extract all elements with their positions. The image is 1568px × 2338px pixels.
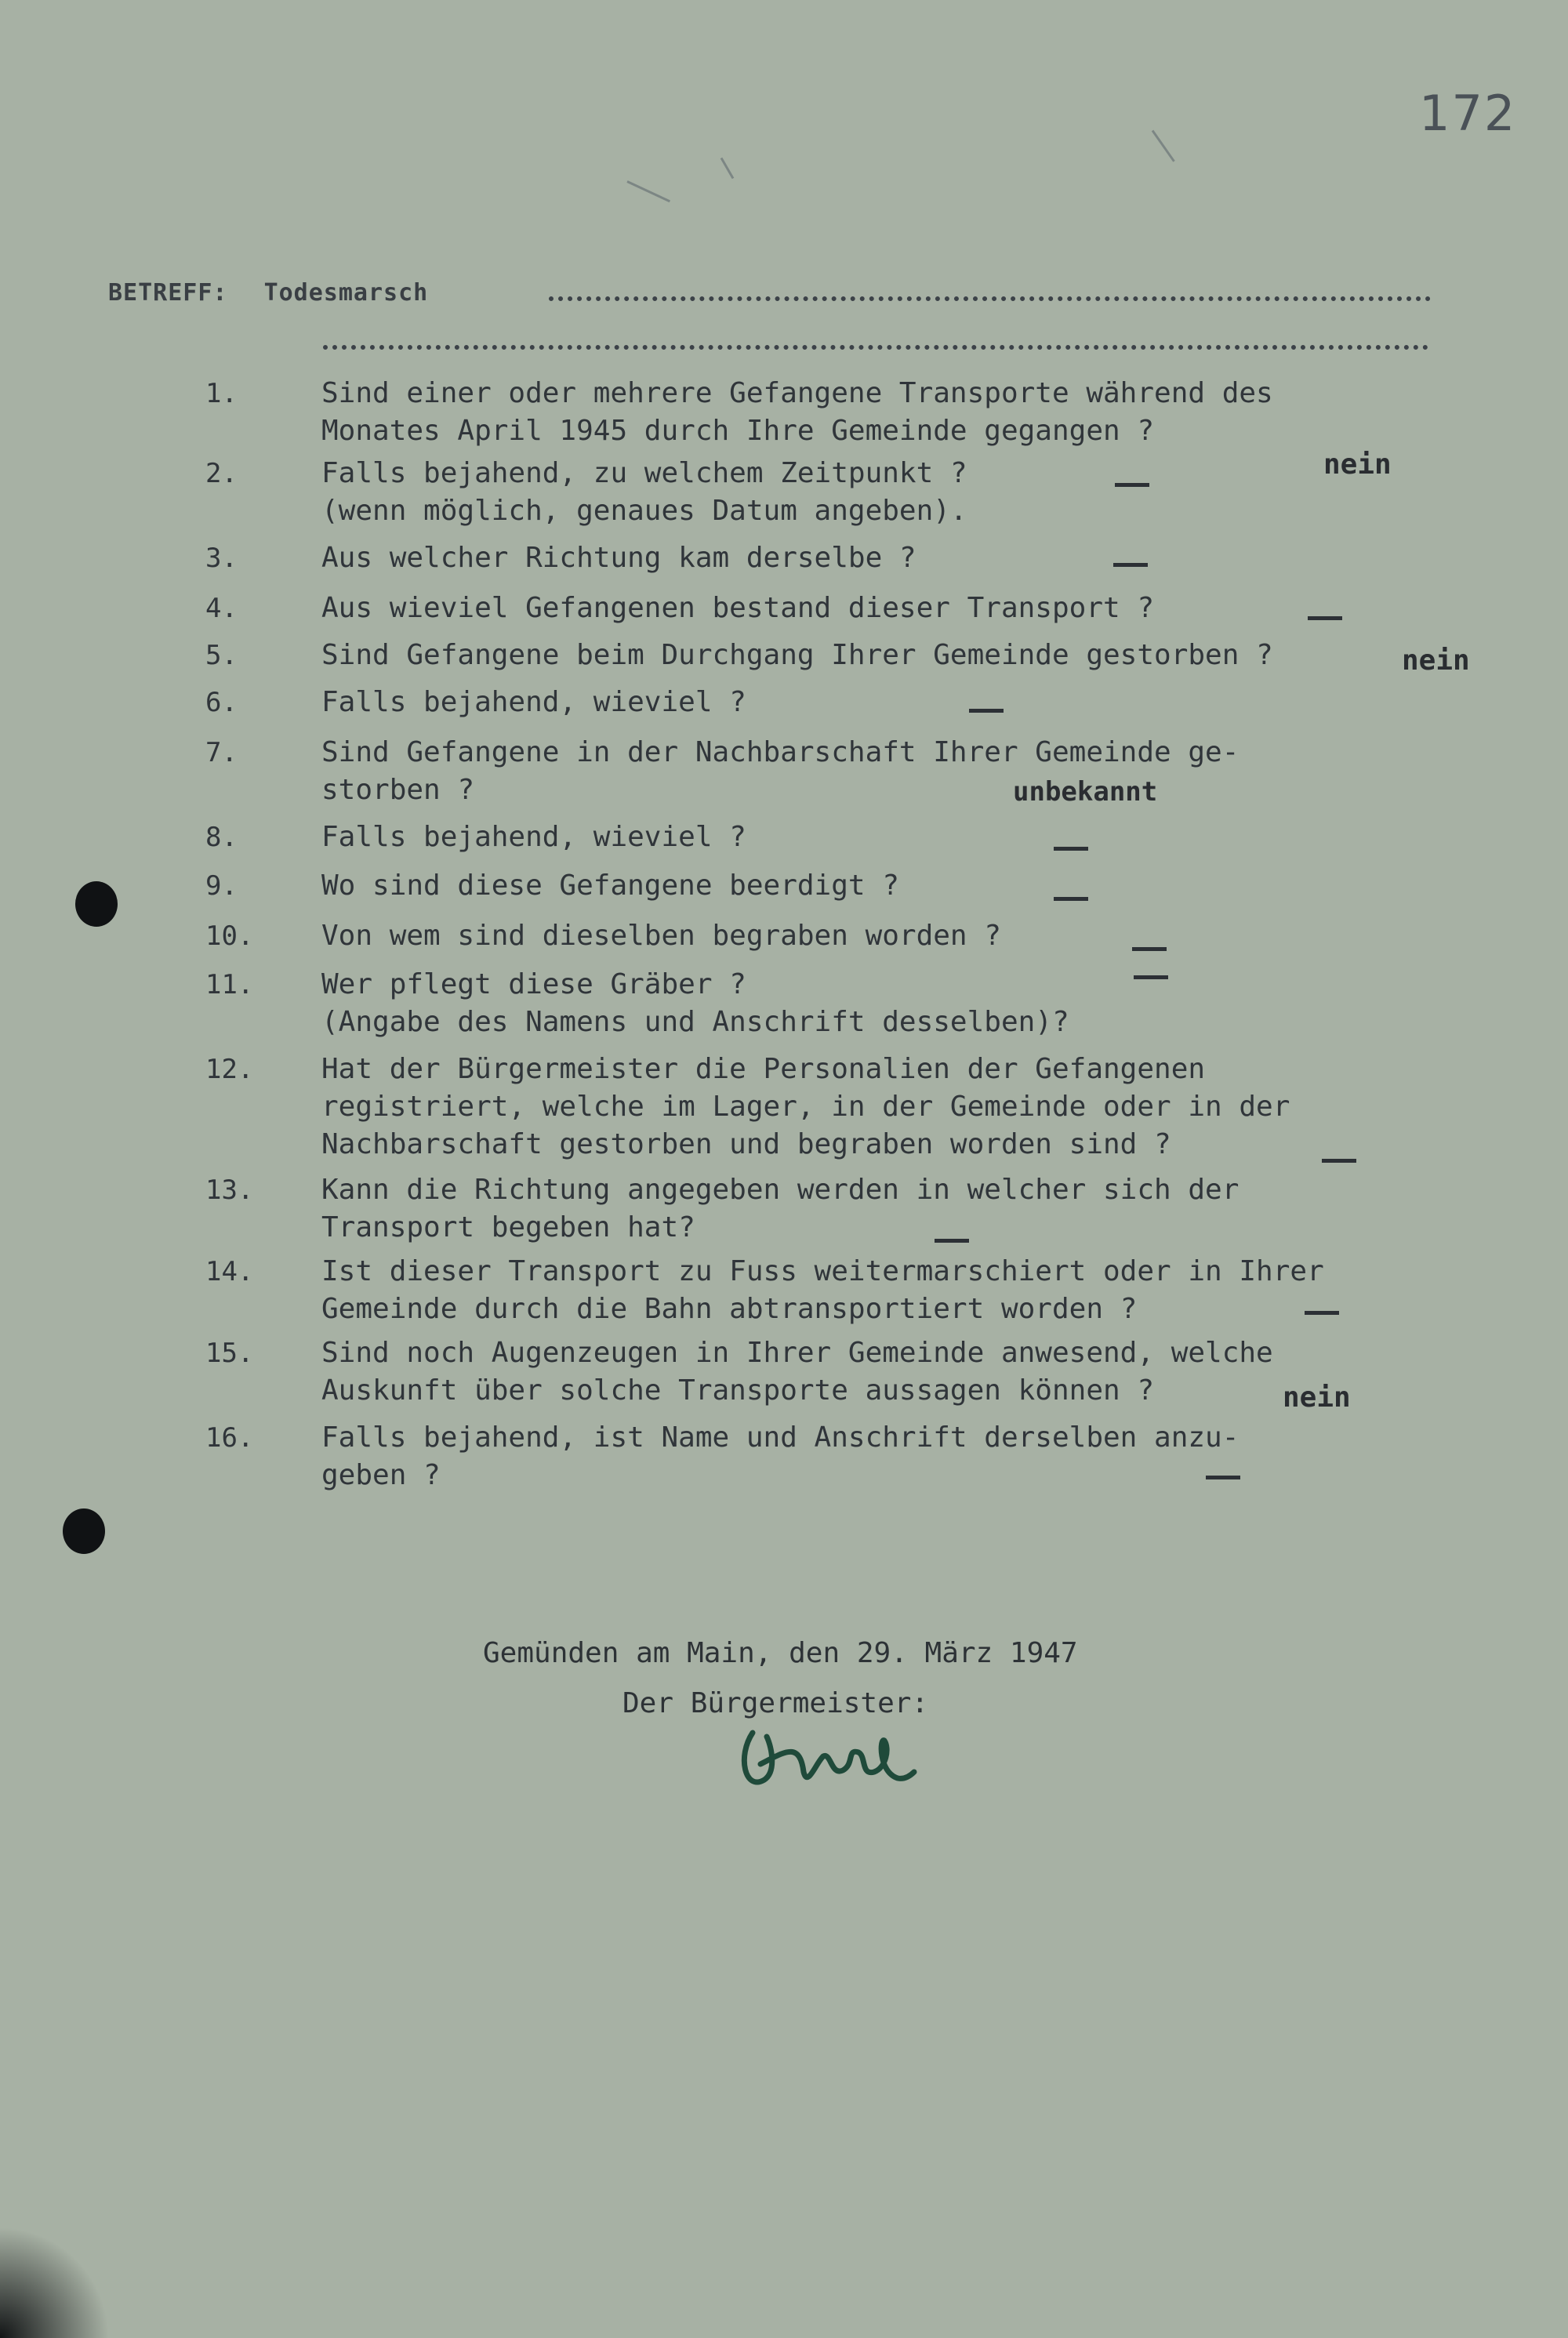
punch-hole-top — [75, 881, 118, 927]
answer-q15: nein — [1283, 1381, 1351, 1414]
signatory-title: Der Bürgermeister: — [622, 1687, 929, 1719]
answer-dash-q10 — [1132, 947, 1167, 951]
question-number: 13. — [205, 1174, 254, 1206]
question-6 — [205, 684, 1491, 723]
question-number: 11. — [205, 969, 254, 1000]
subject-dotted-line-2 — [323, 345, 1428, 350]
stray-mark — [1152, 130, 1175, 162]
question-10 — [205, 917, 1491, 957]
answer-dash-q13 — [935, 1239, 969, 1243]
answer-dash-q2 — [1115, 483, 1149, 487]
question-13 — [205, 1171, 1491, 1250]
answer-dash-q8 — [1054, 847, 1088, 851]
question-number: 1. — [205, 378, 238, 409]
question-number: 16. — [205, 1422, 254, 1454]
question-8 — [205, 819, 1491, 858]
question-text: Wo sind diese Gefangene beerdigt ? — [321, 869, 899, 902]
answer-dash-q4 — [1308, 616, 1342, 620]
question-number: 3. — [205, 543, 238, 574]
page-number: 172 — [1419, 85, 1517, 142]
question-1 — [205, 375, 1491, 453]
question-11 — [205, 966, 1491, 1044]
answer-q2: nein — [1323, 448, 1392, 481]
answer-q7: unbekannt — [1013, 776, 1158, 808]
question-text: Sind einer oder mehrere Gefangene Transporte während des Monates April 1945 durch Ihre Gemeinde gegangen ? — [321, 377, 1273, 447]
question-number: 8. — [205, 822, 238, 853]
question-number: 5. — [205, 640, 238, 671]
subject-dotted-line — [549, 296, 1431, 301]
stray-mark — [626, 180, 670, 202]
question-5 — [205, 637, 1491, 676]
handwritten-signature — [729, 1717, 917, 1806]
question-12 — [205, 1051, 1491, 1168]
question-2 — [205, 455, 1491, 533]
question-text: Falls bejahend, zu welchem Zeitpunkt ? (wenn möglich, genaues Datum angeben). — [321, 457, 967, 527]
question-text: Sind Gefangene beim Durchgang Ihrer Gemeinde gestorben ? — [321, 639, 1273, 671]
question-number: 14. — [205, 1256, 254, 1287]
question-text: Aus wieviel Gefangenen bestand dieser Transport ? — [321, 592, 1155, 624]
subject-label: BETREFF: — [108, 279, 228, 307]
question-16 — [205, 1419, 1491, 1498]
question-number: 6. — [205, 687, 238, 718]
stray-mark — [720, 158, 735, 179]
answer-dash-q12 — [1322, 1159, 1356, 1163]
question-number: 7. — [205, 737, 238, 768]
question-text: Kann die Richtung angegeben werden in welcher sich der Transport begeben hat? — [321, 1174, 1240, 1243]
question-number: 15. — [205, 1338, 254, 1369]
subject-line — [108, 279, 1457, 307]
question-number: 2. — [205, 458, 238, 489]
place-and-date: Gemünden am Main, den 29. März 1947 — [483, 1637, 1078, 1669]
question-7 — [205, 734, 1491, 812]
answer-dash-q11 — [1134, 975, 1168, 979]
answer-dash-q3 — [1113, 563, 1148, 567]
answer-dash-q9 — [1054, 897, 1088, 901]
question-text: Falls bejahend, wieviel ? — [321, 686, 746, 718]
question-text: Hat der Bürgermeister die Personalien der Gefangenen registriert, welche im Lager, in der Gemeinde oder in der Nachbarschaft gestorben und begraben worden sind ? — [321, 1053, 1290, 1160]
answer-q5: nein — [1402, 644, 1470, 677]
punch-hole-bottom — [63, 1508, 105, 1554]
question-number: 12. — [205, 1054, 254, 1085]
question-text: Aus welcher Richtung kam derselbe ? — [321, 542, 916, 574]
question-text: Sind noch Augenzeugen in Ihrer Gemeinde anwesend, welche Auskunft über solche Transporte aussagen können ? — [321, 1337, 1273, 1407]
question-number: 10. — [205, 920, 254, 952]
question-9 — [205, 867, 1491, 906]
question-number: 4. — [205, 593, 238, 624]
answer-dash-q6 — [969, 709, 1004, 713]
question-3 — [205, 539, 1491, 579]
question-number: 9. — [205, 870, 238, 902]
question-text: Ist dieser Transport zu Fuss weitermarschiert oder in Ihrer Gemeinde durch die Bahn abtransportiert worden ? — [321, 1255, 1324, 1325]
question-14 — [205, 1253, 1491, 1331]
question-text: Falls bejahend, ist Name und Anschrift derselben anzu- geben ? — [321, 1421, 1240, 1491]
question-text: Sind Gefangene in der Nachbarschaft Ihrer Gemeinde ge- storben ? — [321, 736, 1240, 806]
subject-value: Todesmarsch — [263, 279, 429, 307]
question-text: Von wem sind dieselben begraben worden ? — [321, 920, 1001, 952]
question-text: Falls bejahend, wieviel ? — [321, 821, 746, 853]
page-corner-shadow — [0, 2227, 110, 2338]
answer-dash-q16 — [1206, 1476, 1240, 1479]
question-text: Wer pflegt diese Gräber ? (Angabe des Namens und Anschrift desselben)? — [321, 968, 1069, 1038]
question-4 — [205, 590, 1491, 629]
answer-dash-q14 — [1305, 1311, 1339, 1315]
